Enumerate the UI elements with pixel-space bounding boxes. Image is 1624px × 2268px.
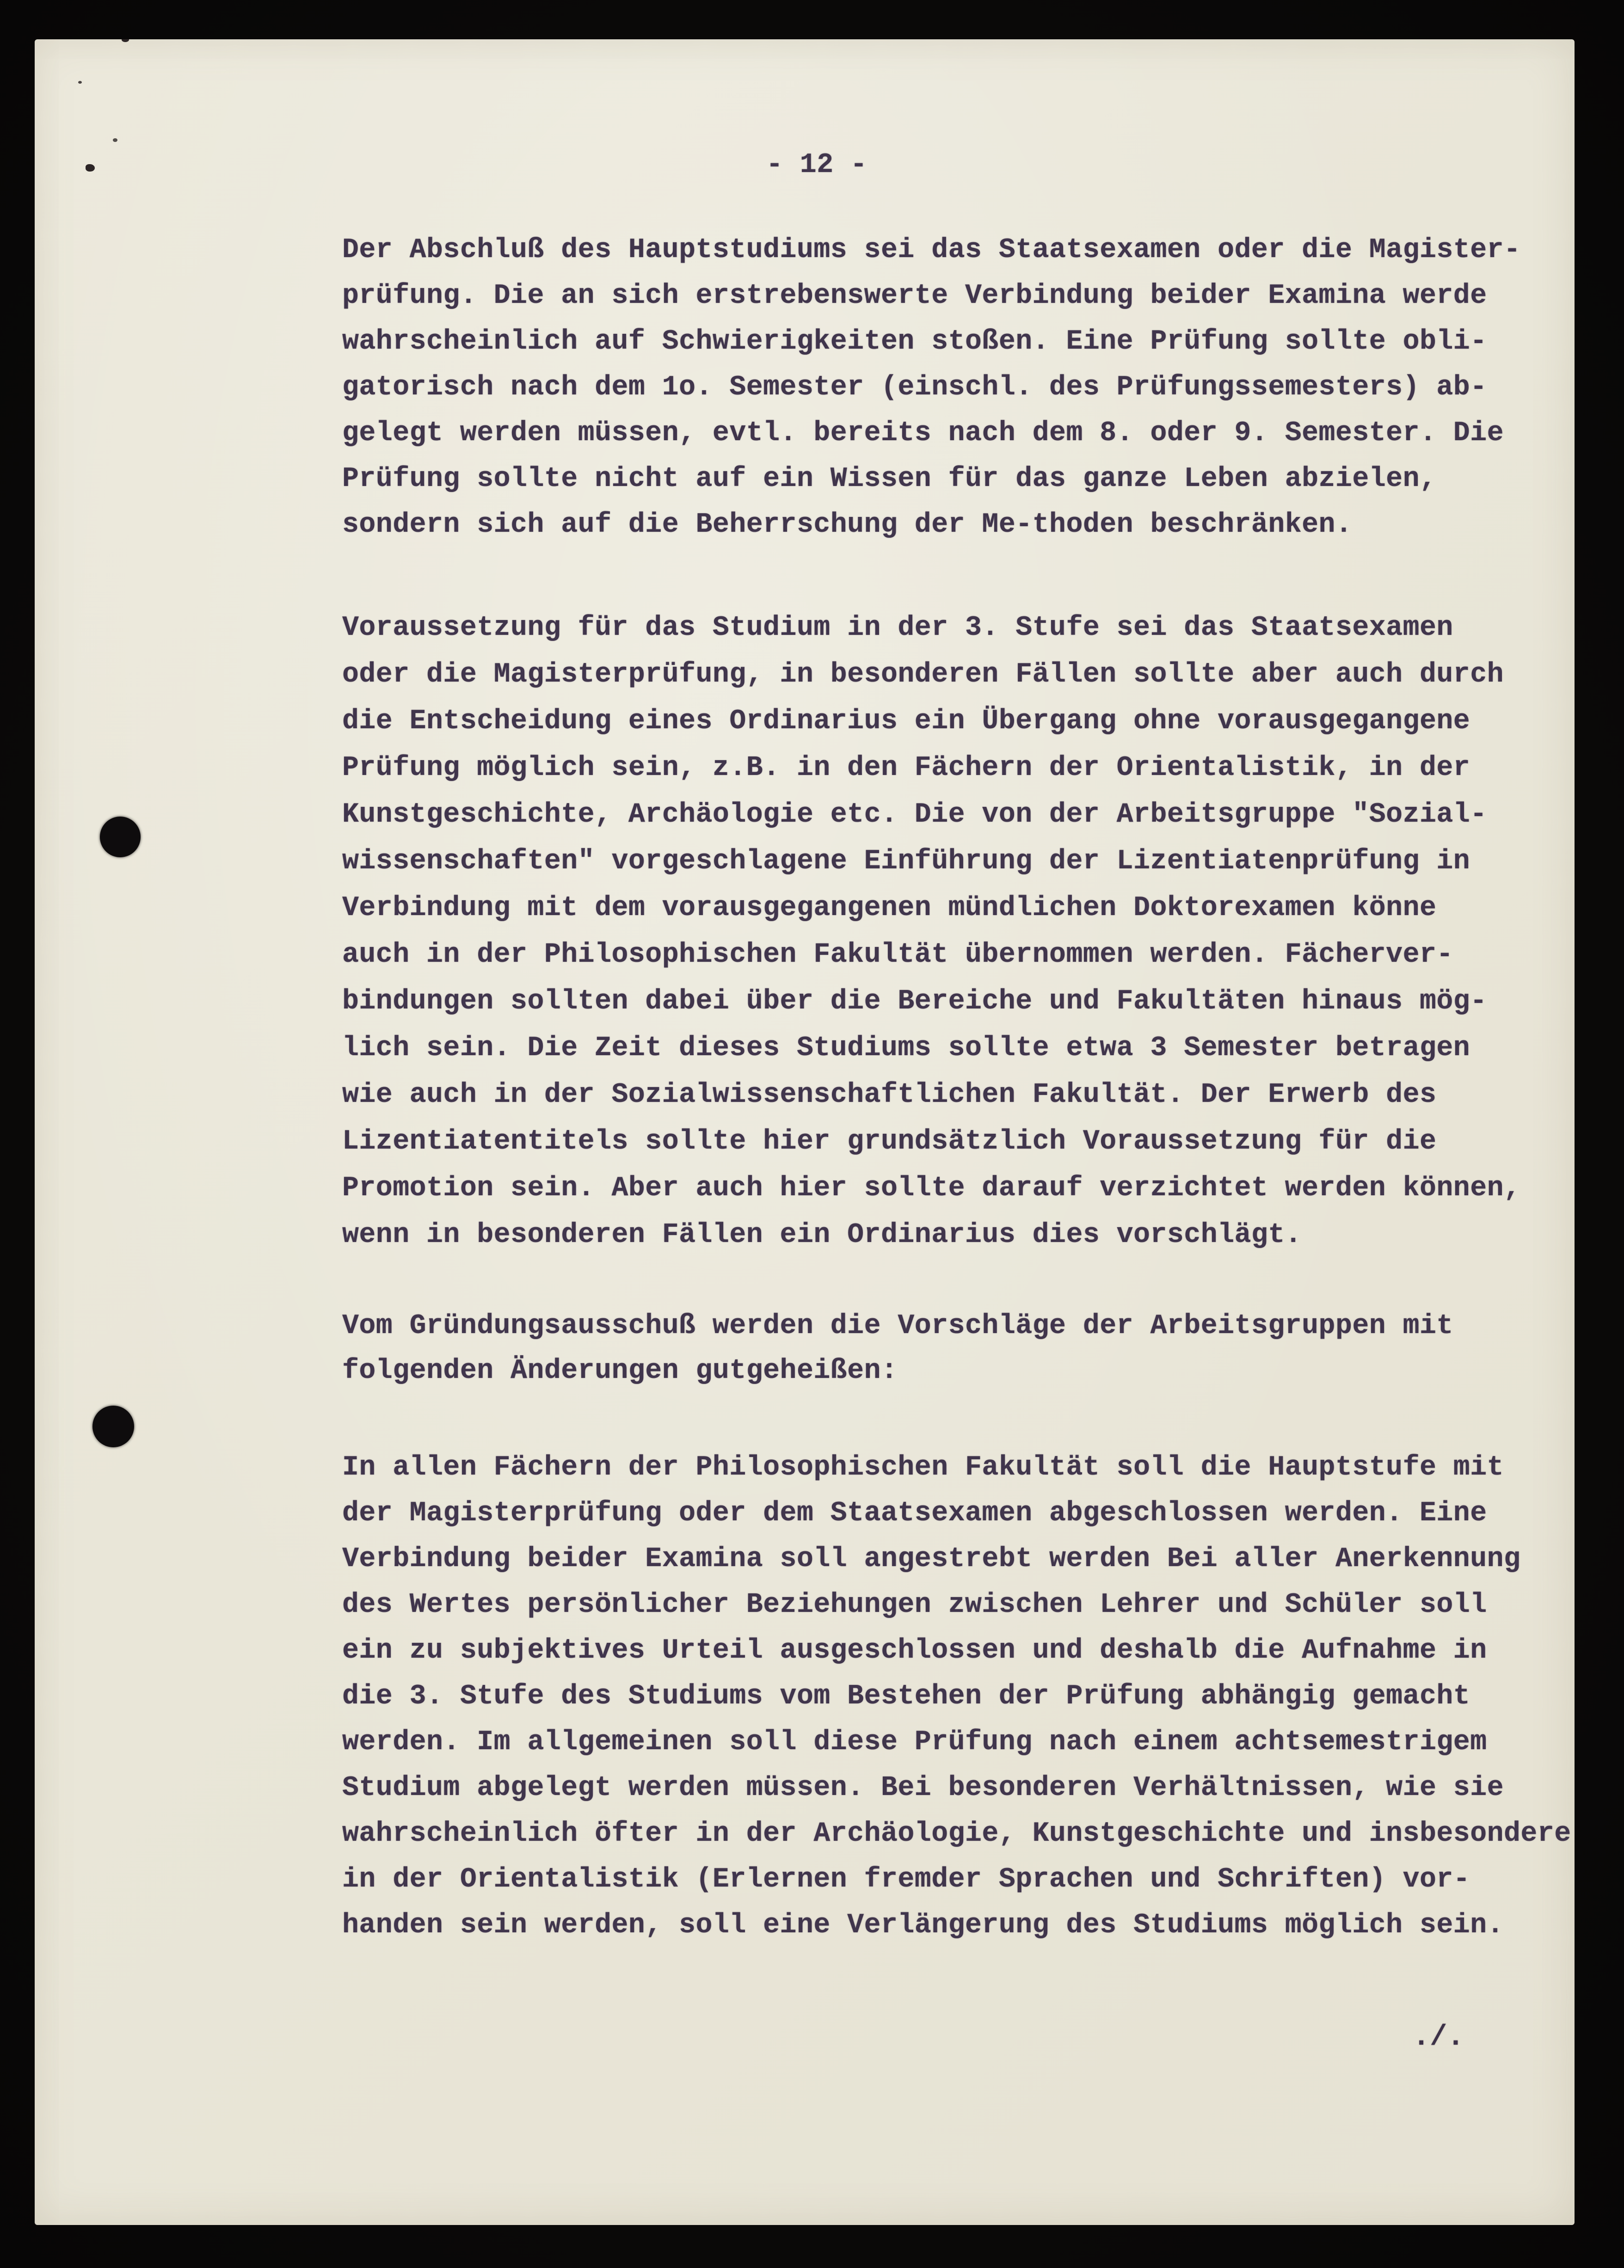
text-line: Lizentiatentitels sollte hier grundsätzlich Voraussetzung für die	[342, 1126, 1437, 1157]
punch-hole-bottom	[92, 1406, 134, 1447]
text-line: lich sein. Die Zeit dieses Studiums sollte etwa 3 Semester betragen	[342, 1033, 1470, 1064]
paragraph-4	[342, 1445, 1571, 1948]
text-line: Verbindung beider Examina soll angestrebt werden Bei aller Anerkennung	[342, 1543, 1521, 1575]
text-line: Prüfung sollte nicht auf ein Wissen für das ganze Leben abzielen,	[342, 463, 1437, 495]
text-line: Promotion sein. Aber auch hier sollte darauf verzichtet werden können,	[342, 1173, 1521, 1204]
text-line: der Magisterprüfung oder dem Staatsexamen abgeschlossen werden. Eine	[342, 1498, 1487, 1529]
text-line: wenn in besonderen Fällen ein Ordinarius dies vorschlägt.	[342, 1219, 1302, 1251]
text-line: bindungen sollten dabei über die Bereiche und Fakultäten hinaus mög-	[342, 986, 1487, 1017]
text-line: auch in der Philosophischen Fakultät übernommen werden. Fächerver-	[342, 939, 1453, 971]
paragraph-1	[342, 227, 1520, 548]
text-line: wahrscheinlich öfter in der Archäologie, Kunstgeschichte und insbesondere	[342, 1818, 1571, 1850]
text-line: ein zu subjektives Urteil ausgeschlossen und deshalb die Aufnahme in	[342, 1635, 1487, 1666]
paragraph-3	[342, 1304, 1453, 1394]
text-line: Vom Gründungsausschuß werden die Vorschläge der Arbeitsgruppen mit	[342, 1310, 1453, 1342]
text-line: die Entscheidung eines Ordinarius ein Übergang ohne vorausgegangene	[342, 706, 1470, 737]
text-line: wahrscheinlich auf Schwierigkeiten stoßen. Eine Prüfung sollte obli-	[342, 326, 1487, 357]
text-line: Studium abgelegt werden müssen. Bei besonderen Verhältnissen, wie sie	[342, 1772, 1504, 1804]
text-line: wissenschaften" vorgeschlagene Einführung der Lizentiatenprüfung in	[342, 846, 1470, 877]
text-line: gatorisch nach dem 1o. Semester (einschl. des Prüfungssemesters) ab-	[342, 372, 1487, 403]
paper-speck	[78, 81, 82, 84]
continuation-mark: ./.	[1413, 2021, 1464, 2053]
text-line: die 3. Stufe des Studiums vom Bestehen der Prüfung abhängig gemacht	[342, 1681, 1470, 1712]
text-line: prüfung. Die an sich erstrebenswerte Verbindung beider Examina werde	[342, 280, 1487, 312]
text-line: wie auch in der Sozialwissenschaftlichen Fakultät. Der Erwerb des	[342, 1079, 1437, 1111]
text-line: Kunstgeschichte, Archäologie etc. Die von der Arbeitsgruppe "Sozial-	[342, 799, 1487, 830]
text-line: Prüfung möglich sein, z.B. in den Fächern der Orientalistik, in der	[342, 752, 1470, 784]
paragraph-2	[342, 605, 1520, 1259]
text-line: handen sein werden, soll eine Verlängerung des Studiums möglich sein.	[342, 1910, 1504, 1941]
paper-speck	[113, 138, 117, 142]
text-line: Der Abschluß des Hauptstudiums sei das Staatsexamen oder die Magister-	[342, 234, 1521, 266]
text-line: sondern sich auf die Beherrschung der Me-thoden beschränken.	[342, 509, 1353, 541]
text-line: Voraussetzung für das Studium in der 3. Stufe sei das Staatsexamen	[342, 612, 1453, 644]
document-page	[35, 39, 1575, 2225]
text-line: oder die Magisterprüfung, in besonderen Fällen sollte aber auch durch	[342, 659, 1504, 690]
punch-hole-top	[100, 817, 141, 857]
text-line: In allen Fächern der Philosophischen Fakultät soll die Hauptstufe mit	[342, 1452, 1504, 1483]
text-line: Verbindung mit dem vorausgegangenen mündlichen Doktorexamen könne	[342, 892, 1437, 924]
paper-speck	[86, 164, 95, 172]
text-line: werden. Im allgemeinen soll diese Prüfung nach einem achtsemestrigem	[342, 1727, 1487, 1758]
paper-speck	[122, 39, 129, 42]
text-line: des Wertes persönlicher Beziehungen zwischen Lehrer und Schüler soll	[342, 1589, 1487, 1621]
text-line: gelegt werden müssen, evtl. bereits nach dem 8. oder 9. Semester. Die	[342, 418, 1504, 449]
page-number: - 12 -	[766, 149, 867, 181]
text-line: folgenden Änderungen gutgeheißen:	[342, 1355, 898, 1387]
text-line: in der Orientalistik (Erlernen fremder Sprachen und Schriften) vor-	[342, 1864, 1470, 1895]
